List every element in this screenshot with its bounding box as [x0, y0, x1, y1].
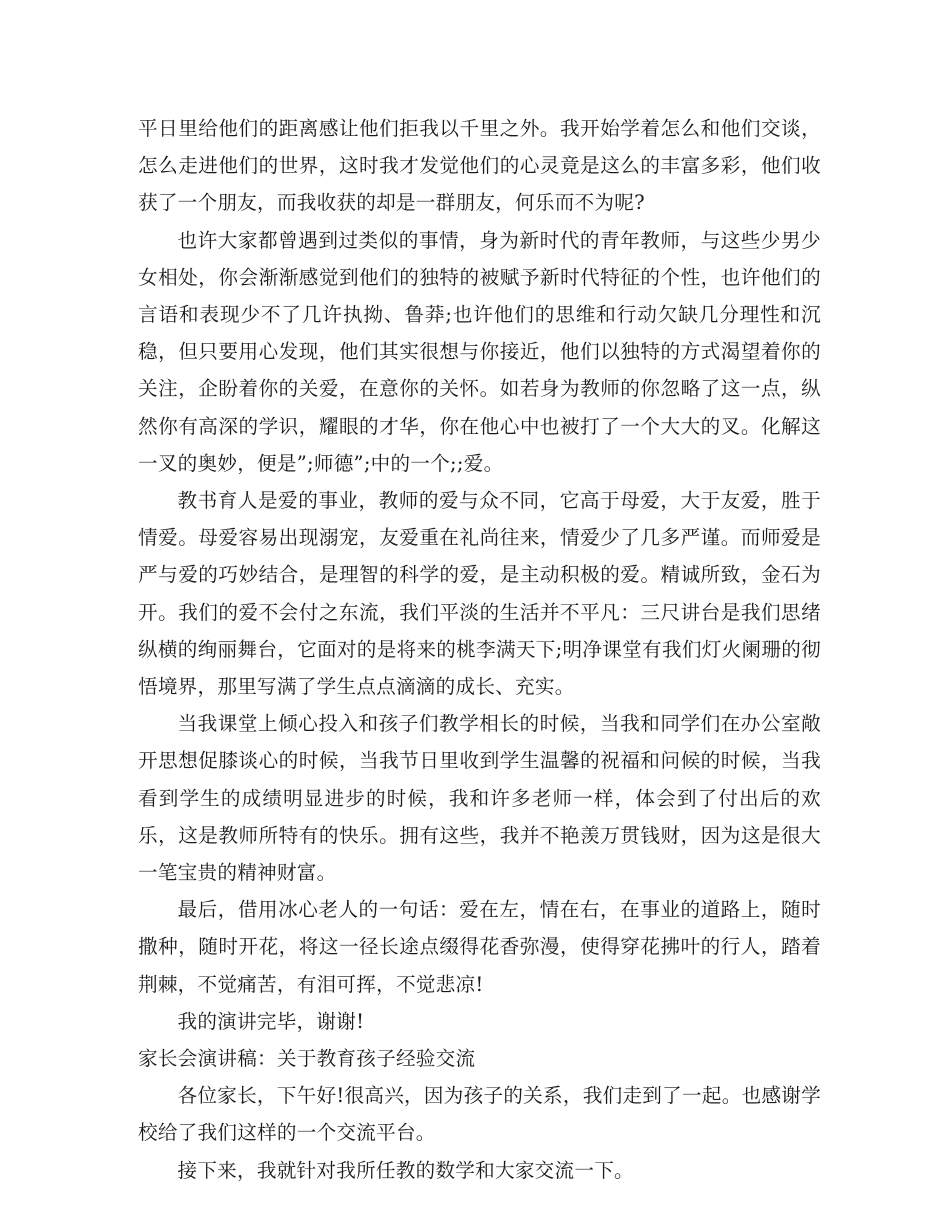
paragraph: 教书育人是爱的事业，教师的爱与众不同，它高于母爱，大于友爱，胜于情爱。母爱容易出现溺宠，友爱重在礼尚往来，情爱少了几多严谨。而师爱是严与爱的巧妙结合，是理智的科学的爱，是主动积极的爱。精诚所致，金石为开。我们的爱不会付之东流，我们平淡的生活并不平凡：三尺讲台是我们思绪纵横的绚丽舞台，它面对的是将来的桃李满天下;明净课堂有我们灯火阑珊的彻悟境界，那里写满了学生点点滴滴的成长、充实。 — [138, 489, 821, 699]
paragraph: 各位家长，下午好!很高兴，因为孩子的关系，我们走到了一起。也感谢学校给了我们这样的一个交流平台。 — [138, 1084, 821, 1145]
closing-line: 我的演讲完毕，谢谢! — [177, 1009, 365, 1033]
paragraph: 当我课堂上倾心投入和孩子们教学相长的时候，当我和同学们在办公室敞开思想促膝谈心的时候，当我节日里收到学生温馨的祝福和问候的时候，当我看到学生的成绩明显进步的时候，我和许多老师一样，体会到了付出后的欢乐，这是教师所特有的快乐。拥有这些，我并不艳羡万贯钱财，因为这是很大一笔宝贵的精神财富。 — [138, 712, 821, 885]
paragraph: 接下来，我就针对我所任教的数学和大家交流一下。 — [177, 1158, 634, 1182]
section-title: 家长会演讲稿：关于教育孩子经验交流 — [138, 1047, 476, 1071]
paragraph: 最后，借用冰心老人的一句话：爱在左，情在右，在事业的道路上，随时撒种，随时开花，将这一径长途点缀得花香弥漫，使得穿花拂叶的行人，踏着荆棘，不觉痛苦，有泪可挥，不觉悲凉! — [138, 898, 821, 996]
paragraph: 也许大家都曾遇到过类似的事情，身为新时代的青年教师，与这些少男少女相处，你会渐渐感觉到他们的独特的被赋予新时代特征的个性，也许他们的言语和表现少不了几许执拗、鲁莽;也许他们的思维和行动欠缺几分理性和沉稳，但只要用心发现，他们其实很想与你接近，他们以独特的方式渴望着你的关注，企盼着你的关爱，在意你的关怀。如若身为教师的你忽略了这一点，纵然你有高深的学识，耀眼的才华，你在他心中也被打了一个大大的叉。化解这一叉的奥妙，便是”;师德”;中的一个;;爱。 — [138, 228, 821, 475]
paragraph-continued: 平日里给他们的距离感让他们拒我以千里之外。我开始学着怎么和他们交谈，怎么走进他们的世界，这时我才发觉他们的心灵竟是这么的丰富多彩，他们收获了一个朋友，而我收获的却是一群朋友，何乐而不为呢? — [138, 117, 821, 215]
document-body — [138, 110, 821, 1189]
